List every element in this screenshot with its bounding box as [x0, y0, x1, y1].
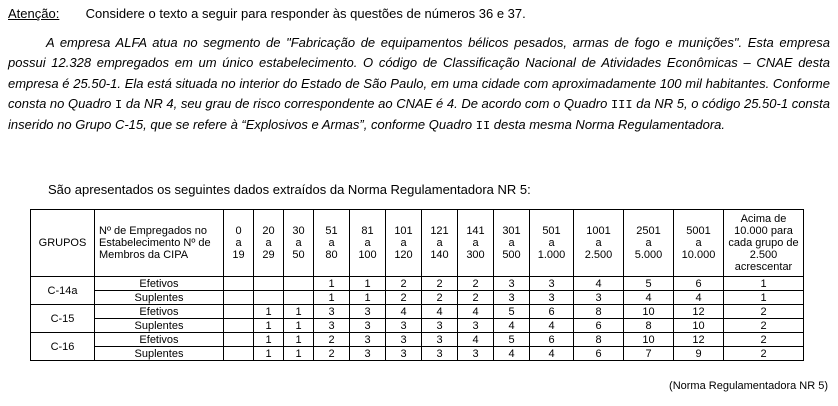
header-range-part: a	[645, 237, 652, 249]
header-range	[254, 210, 284, 277]
header-range	[458, 210, 494, 277]
header-range-part: a	[364, 237, 371, 249]
table-intro: São apresentados os seguintes dados extraídos da Norma Regulamentadora NR 5:	[48, 182, 531, 197]
member-count-cell	[254, 277, 284, 291]
member-count-cell	[284, 277, 314, 291]
attention-text: Considere o texto a seguir para responder às questões de números 36 e 37.	[85, 6, 526, 21]
member-count-cell: 3	[574, 291, 624, 305]
member-count-cell: 3	[386, 333, 422, 347]
header-range-part: 2.500	[584, 249, 613, 261]
header-range	[386, 210, 422, 277]
member-count-cell: 10	[624, 333, 674, 347]
member-count-cell: 3	[530, 291, 574, 305]
member-count-cell: 3	[350, 333, 386, 347]
member-count-cell: 5	[624, 277, 674, 291]
member-count-cell: 1	[724, 291, 804, 305]
header-range	[422, 210, 458, 277]
paragraph-part-3: da NR 5, o código 25.50-1 consta inserido no Grupo C-15, que se refere à “Explosivos e Armas”, conforme Quadro	[8, 95, 830, 133]
table-row	[31, 277, 804, 291]
header-range-part: 29	[262, 249, 275, 261]
member-count-cell	[224, 291, 254, 305]
member-count-cell: 4	[386, 305, 422, 319]
member-count-cell	[224, 305, 254, 319]
member-count-cell	[284, 291, 314, 305]
source-note: (Norma Regulamentadora NR 5)	[669, 380, 828, 392]
member-count-cell: 3	[350, 305, 386, 319]
header-range-part: a	[508, 237, 515, 249]
paragraph-part-1: A empresa ALFA atua no segmento de "Fabricação de equipamentos bélicos pesados, armas de fogo e munições". Esta empresa possui 12.328 empregados em um único estabelecimento. O código de Classificação Nacional de Atividades Econômicas – CNAE desta empresa é 25.50-1. Ela está situada no interior do Estado de São Paulo, em uma cidade com aproximadamente 100 mil habitantes. Conforme consta no Quadro	[8, 35, 830, 111]
member-count-cell: 6	[574, 319, 624, 333]
header-range-part: 81	[361, 225, 374, 237]
member-count-cell: 1	[254, 333, 284, 347]
member-count-cell: 4	[574, 277, 624, 291]
header-range-part: a	[436, 237, 443, 249]
header-range-part: 300	[466, 249, 485, 261]
member-count-cell: 3	[386, 347, 422, 361]
member-count-cell: 1	[284, 333, 314, 347]
table-row	[31, 333, 804, 347]
row-label: Suplentes	[95, 319, 224, 333]
member-count-cell: 5	[494, 305, 530, 319]
member-count-cell: 3	[386, 319, 422, 333]
member-count-cell: 4	[458, 305, 494, 319]
header-range-part: 80	[325, 249, 338, 261]
case-paragraph	[8, 33, 830, 136]
table-row	[31, 305, 804, 319]
member-count-cell: 1	[350, 291, 386, 305]
member-count-cell: 3	[458, 319, 494, 333]
member-count-cell: 4	[530, 347, 574, 361]
header-range-part: a	[265, 237, 272, 249]
member-count-cell: 2	[422, 277, 458, 291]
quadro-roman-2: II	[475, 119, 491, 134]
member-count-cell: 1	[254, 319, 284, 333]
row-label: Efetivos	[95, 305, 224, 319]
member-count-cell	[254, 291, 284, 305]
table-row	[31, 319, 804, 333]
member-count-cell: 2	[314, 333, 350, 347]
member-count-cell: 3	[350, 319, 386, 333]
member-count-cell: 2	[724, 333, 804, 347]
member-count-cell	[224, 277, 254, 291]
member-count-cell: 4	[458, 333, 494, 347]
member-count-cell: 1	[314, 277, 350, 291]
header-range	[674, 210, 724, 277]
header-range	[494, 210, 530, 277]
group-name: C-14a	[31, 277, 95, 305]
header-range-part: 50	[292, 249, 305, 261]
member-count-cell: 4	[674, 291, 724, 305]
header-range-part: 301	[502, 225, 521, 237]
header-range-part: 30	[292, 225, 305, 237]
header-range-part: 121	[430, 225, 449, 237]
member-count-cell: 1	[284, 305, 314, 319]
header-range-part: 20	[262, 225, 275, 237]
member-count-cell: 2	[458, 277, 494, 291]
header-range-part: a	[548, 237, 555, 249]
member-count-cell: 7	[624, 347, 674, 361]
header-range	[530, 210, 574, 277]
header-range-part: 140	[430, 249, 449, 261]
attention-label: Atenção:	[8, 6, 60, 21]
header-range-part: 5.000	[634, 249, 663, 261]
member-count-cell: 10	[624, 305, 674, 319]
member-count-cell: 2	[458, 291, 494, 305]
member-count-cell: 2	[724, 305, 804, 319]
member-count-cell: 8	[624, 319, 674, 333]
member-count-cell: 2	[386, 277, 422, 291]
member-count-cell: 4	[624, 291, 674, 305]
header-range-part: 51	[325, 225, 338, 237]
member-count-cell: 4	[494, 319, 530, 333]
header-range-part: a	[328, 237, 335, 249]
member-count-cell: 3	[314, 305, 350, 319]
header-range-part: 1.000	[537, 249, 566, 261]
paragraph-part-4: desta mesma Norma Regulamentadora.	[493, 117, 726, 133]
header-range-part: a	[695, 237, 702, 249]
nr5-table	[30, 209, 804, 361]
member-count-cell: 1	[314, 291, 350, 305]
member-count-cell: 4	[494, 347, 530, 361]
member-count-cell: 9	[674, 347, 724, 361]
row-label: Suplentes	[95, 347, 224, 361]
member-count-cell: 8	[574, 305, 624, 319]
header-range	[314, 210, 350, 277]
member-count-cell: 3	[530, 277, 574, 291]
member-count-cell: 6	[530, 305, 574, 319]
member-count-cell: 3	[350, 347, 386, 361]
member-count-cell: 1	[284, 319, 314, 333]
header-range-part: a	[400, 237, 407, 249]
header-range-part: a	[595, 237, 602, 249]
header-range-part: 5001	[686, 225, 711, 237]
header-range-part: 141	[466, 225, 485, 237]
member-count-cell: 12	[674, 333, 724, 347]
row-label: Efetivos	[95, 333, 224, 347]
header-range-part: 0	[235, 225, 242, 237]
header-range-part: 101	[394, 225, 413, 237]
member-count-cell: 6	[674, 277, 724, 291]
row-label: Suplentes	[95, 291, 224, 305]
header-description: Nº de Empregados no Estabelecimento Nº de Membros da CIPA	[95, 210, 224, 277]
member-count-cell: 2	[724, 347, 804, 361]
header-range	[350, 210, 386, 277]
header-range	[624, 210, 674, 277]
header-range-part: a	[295, 237, 302, 249]
header-range-part: 500	[502, 249, 521, 261]
member-count-cell: 4	[530, 319, 574, 333]
member-count-cell: 12	[674, 305, 724, 319]
member-count-cell: 3	[422, 333, 458, 347]
header-range-part: 100	[358, 249, 377, 261]
quadro-roman-3: III	[610, 97, 633, 112]
member-count-cell: 1	[284, 347, 314, 361]
header-above-10000: Acima de 10.000 para cada grupo de 2.500 acrescentar	[724, 210, 804, 277]
member-count-cell: 2	[724, 319, 804, 333]
header-range	[224, 210, 254, 277]
member-count-cell: 3	[494, 277, 530, 291]
member-count-cell: 3	[494, 291, 530, 305]
member-count-cell: 8	[574, 333, 624, 347]
header-range-part: 10.000	[681, 249, 716, 261]
member-count-cell: 10	[674, 319, 724, 333]
member-count-cell: 1	[350, 277, 386, 291]
member-count-cell: 4	[422, 305, 458, 319]
paragraph-part-2: da NR 4, seu grau de risco correspondente ao CNAE é 4. De acordo com o Quadro	[125, 95, 608, 111]
member-count-cell: 3	[314, 319, 350, 333]
header-range-part: 1001	[586, 225, 611, 237]
quadro-roman-1: I	[115, 97, 123, 112]
member-count-cell: 2	[314, 347, 350, 361]
header-range	[574, 210, 624, 277]
member-count-cell: 2	[386, 291, 422, 305]
member-count-cell: 6	[574, 347, 624, 361]
member-count-cell: 3	[422, 319, 458, 333]
group-name: C-16	[31, 333, 95, 361]
member-count-cell: 6	[530, 333, 574, 347]
header-range-part: 501	[542, 225, 561, 237]
member-count-cell	[224, 319, 254, 333]
member-count-cell: 3	[422, 347, 458, 361]
header-range-part: a	[235, 237, 242, 249]
table-header-row	[31, 210, 804, 277]
header-range-part: 120	[394, 249, 413, 261]
member-count-cell: 5	[494, 333, 530, 347]
row-label: Efetivos	[95, 277, 224, 291]
member-count-cell	[224, 347, 254, 361]
member-count-cell: 1	[724, 277, 804, 291]
member-count-cell: 3	[458, 347, 494, 361]
group-name: C-15	[31, 305, 95, 333]
table-row	[31, 291, 804, 305]
member-count-cell: 2	[422, 291, 458, 305]
header-range-part: a	[472, 237, 479, 249]
table-row	[31, 347, 804, 361]
header-range-part: 2501	[636, 225, 661, 237]
member-count-cell	[224, 333, 254, 347]
header-range	[284, 210, 314, 277]
member-count-cell: 1	[254, 347, 284, 361]
header-groups: GRUPOS	[31, 210, 95, 277]
header-range-part: 19	[232, 249, 245, 261]
attention-line	[8, 6, 526, 21]
member-count-cell: 1	[254, 305, 284, 319]
